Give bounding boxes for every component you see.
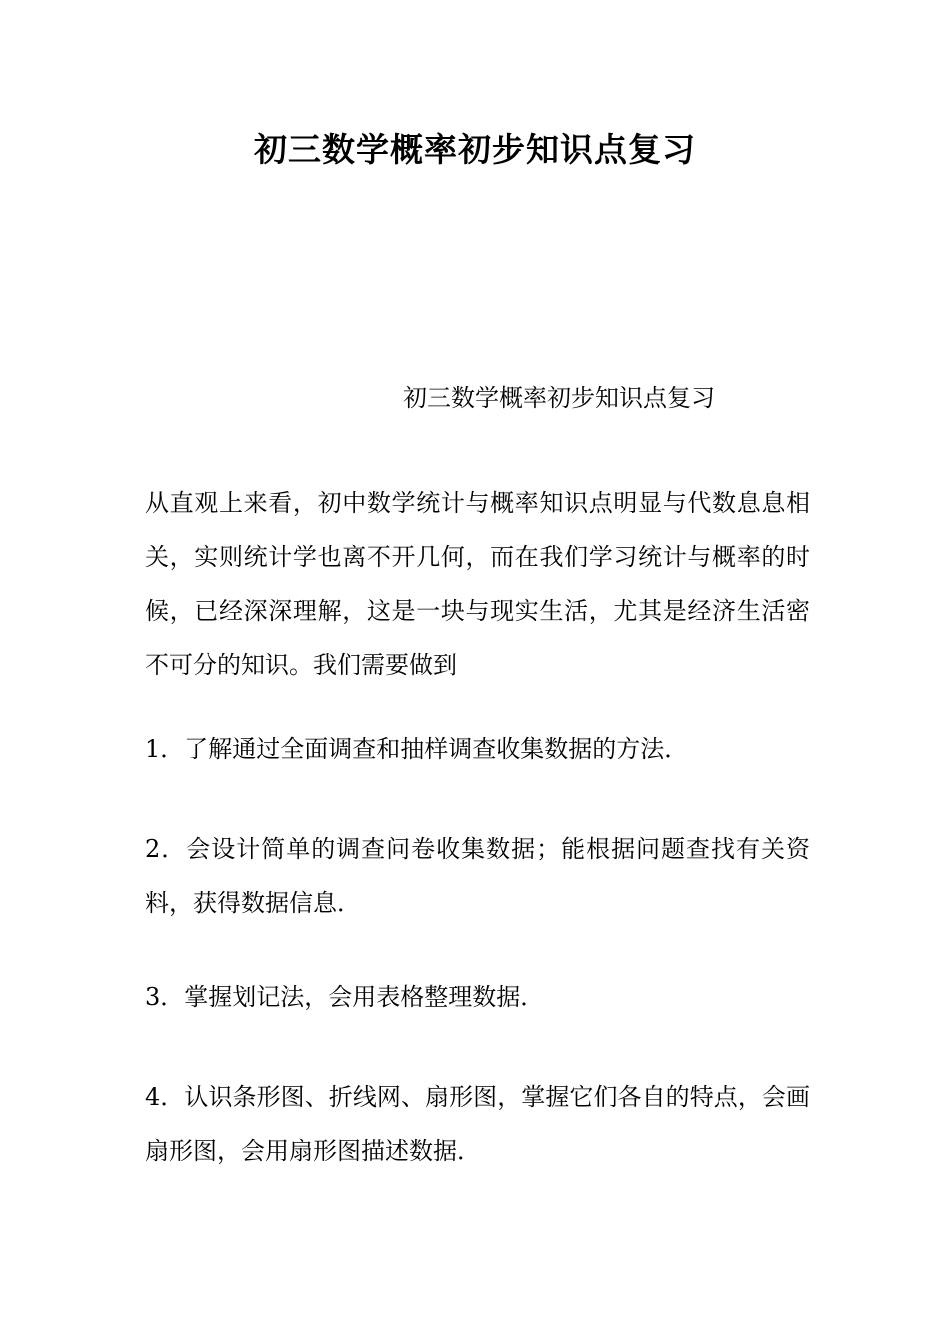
document-subtitle: 初三数学概率初步知识点复习 (403, 384, 715, 412)
list-item-4: 4．认识条形图、折线网、扇形图，掌握它们各自的特点，会画扇形图，会用扇形图描述数据． (145, 1083, 810, 1165)
document-title: 初三数学概率初步知识点复习 (254, 130, 696, 169)
list-item-3: 3．掌握划记法，会用表格整理数据． (145, 983, 545, 1011)
list-item-2: 2．会设计简单的调查问卷收集数据；能根据问题查找有关资料，获得数据信息． (145, 835, 810, 917)
intro-paragraph: 从直观上来看，初中数学统计与概率知识点明显与代数息息相关，实则统计学也离不开几何，而在我们学习统计与概率的时候，已经深深理解，这是一块与现实生活，尤其是经济生活密不可分的知识。我们需要做到 (145, 489, 810, 679)
list-item-1: 1．了解通过全面调查和抽样调查收集数据的方法． (145, 735, 689, 763)
